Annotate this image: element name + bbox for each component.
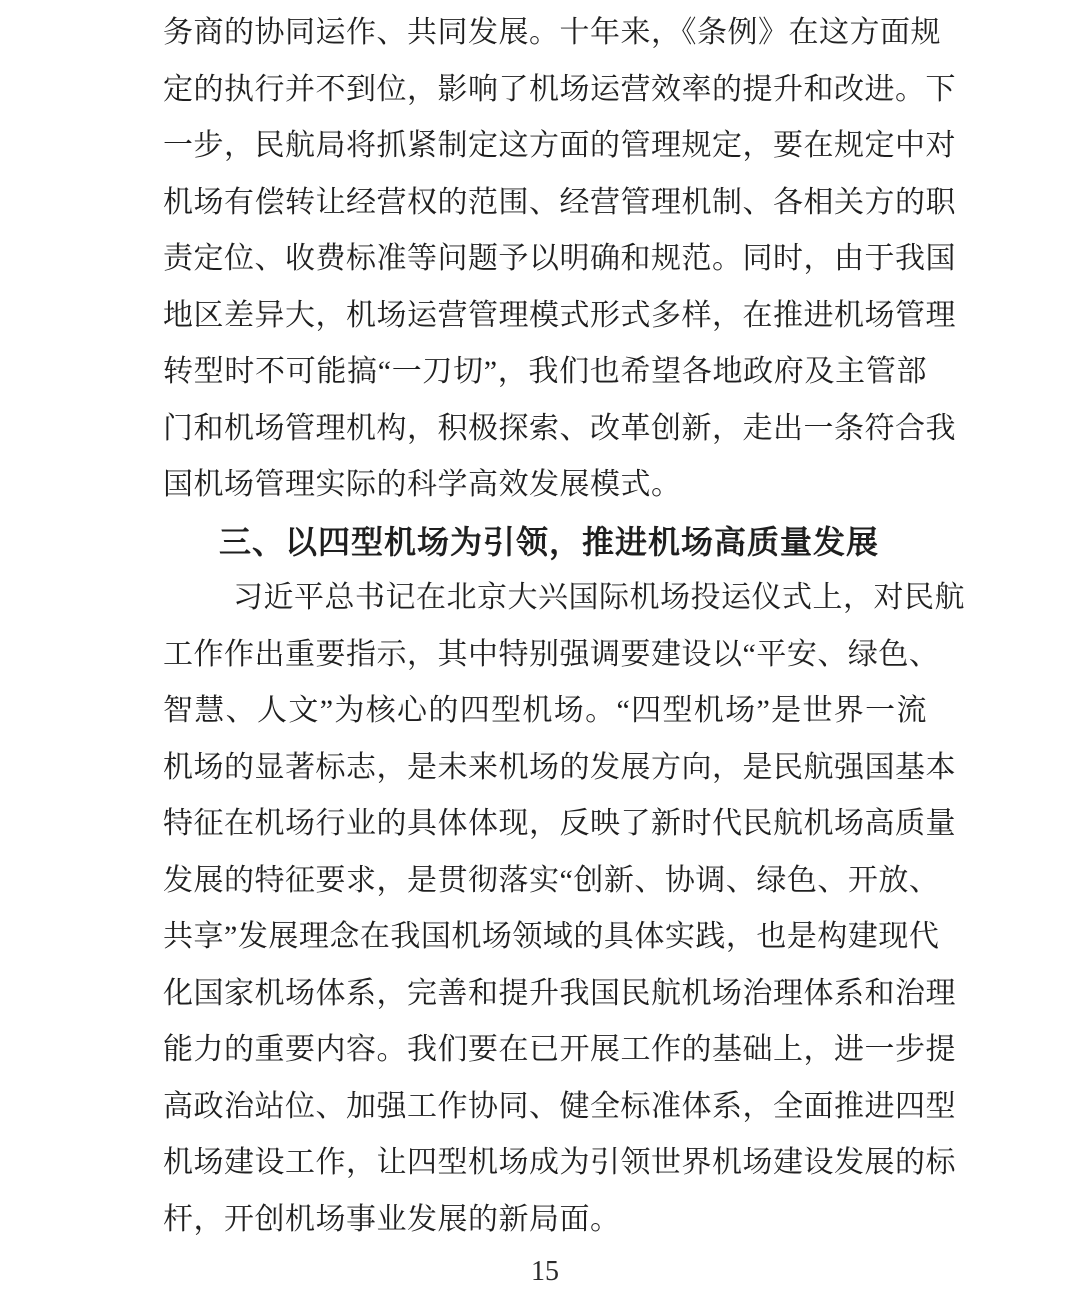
text-line: 机场的显著标志，是未来机场的发展方向，是民航强国基本 (163, 750, 956, 784)
text-line: 机场建设工作，让四型机场成为引领世界机场建设发展的标 (163, 1146, 956, 1179)
text-line: 化国家机场体系，完善和提升我国民航机场治理体系和治理 (163, 976, 956, 1010)
text-line: 习近平总书记在北京大兴国际机场投运仪式上，对民航 (233, 581, 965, 614)
text-line: 工作作出重要指示，其中特别强调要建设以“平安、绿色、 (163, 637, 940, 671)
text-line: 共享”发展理念在我国机场领域的具体实践，也是构建现代 (163, 920, 940, 953)
text-line: 务商的协同运作、共同发展。十年来，《条例》在这方面规 (163, 16, 941, 49)
text-line: 国机场管理实际的科学高效发展模式。 (163, 468, 682, 501)
text-line: 高政治站位、加强工作协同、健全标准体系，全面推进四型 (163, 1089, 956, 1123)
text-line: 一步，民航局将抓紧制定这方面的管理规定，要在规定中对 (163, 129, 956, 162)
section-heading: 三、以四型机场为引领，推进机场高质量发展 (219, 523, 880, 560)
text-line: 机场有偿转让经营权的范围、经营管理机制、各相关方的职 (163, 185, 956, 219)
text-line: 特征在机场行业的具体体现，反映了新时代民航机场高质量 (163, 807, 956, 840)
text-line: 杆，开创机场事业发展的新局面。 (163, 1202, 621, 1236)
text-line: 转型时不可能搞“一刀切”，我们也希望各地政府及主管部 (163, 355, 927, 388)
text-line: 发展的特征要求，是贯彻落实“创新、协调、绿色、开放、 (163, 863, 940, 897)
text-line: 能力的重要内容。我们要在已开展工作的基础上，进一步提 (163, 1033, 956, 1066)
text-line: 门和机场管理机构，积极探索、改革创新，走出一条符合我 (163, 411, 956, 445)
page-number: 15 (531, 1256, 559, 1287)
text-line: 责定位、收费标准等问题予以明确和规范。同时，由于我国 (163, 242, 956, 275)
text-line: 智慧、人文”为核心的四型机场。“四型机场”是世界一流 (163, 694, 927, 727)
text-block (163, 5, 965, 1288)
text-line: 定的执行并不到位，影响了机场运营效率的提升和改进。下 (163, 72, 956, 106)
text-line: 地区差异大，机场运营管理模式形式多样，在推进机场管理 (163, 298, 956, 332)
